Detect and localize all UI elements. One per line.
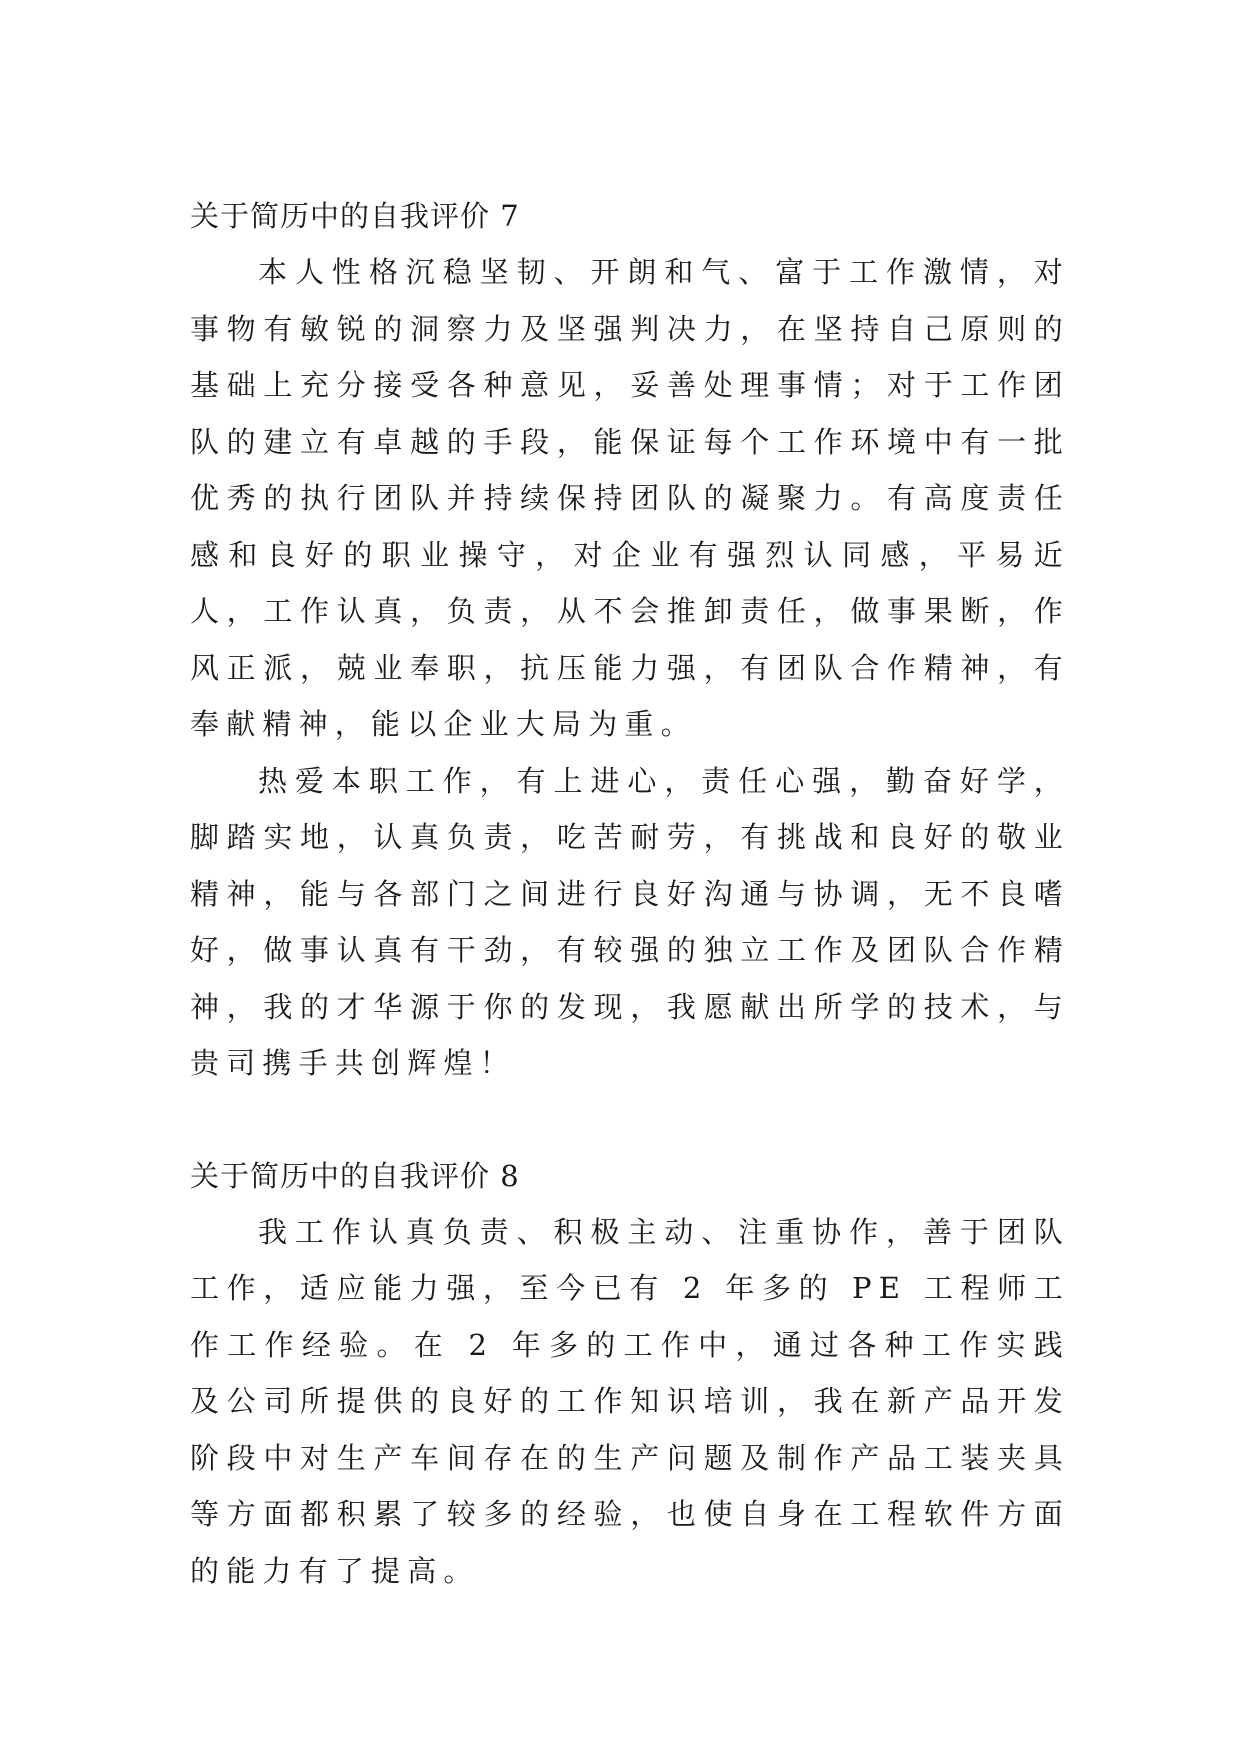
paragraph: 我工作认真负责、积极主动、注重协作，善于团队工作，适应能力强，至今已有 2 年多的 PE 工程师工作工作经验。在 2 年多的工作中，通过各种工作实践及公司所提供的良好的工作知识培训，我在新产品开发阶段中对生产车间存在的生产问题及制作产品工装夹具等方面都积累了较多的经验，也使自身在工程软件方面的能力有了提高。	[190, 1214, 1070, 1588]
paragraph: 本人性格沉稳坚韧、开朗和气、富于工作激情，对事物有敏锐的洞察力及坚强判决力，在坚持自己原则的基础上充分接受各种意见，妥善处理事情；对于工作团队的建立有卓越的手段，能保证每个工作环境中有一批优秀的执行团队并持续保持团队的凝聚力。有高度责任感和良好的职业操守，对企业有强烈认同感，平易近人，工作认真，负责，从不会推卸责任，做事果断，作风正派，兢业奉职，抗压能力强，有团队合作精神，有奉献精神，能以企业大局为重。	[190, 255, 1070, 741]
document-page	[190, 188, 1070, 1599]
paragraph: 热爱本职工作，有上进心，责任心强，勤奋好学，脚踏实地，认真负责，吃苦耐劳，有挑战和良好的敬业精神，能与各部门之间进行良好沟通与协调，无不良嗜好，做事认真有干劲，有较强的独立工作及团队合作精神，我的才华源于你的发现，我愿献出所学的技术，与贵司携手共创辉煌！	[190, 763, 1070, 1080]
section-spacer	[190, 1092, 1070, 1148]
section-title: 关于简历中的自我评价 7	[190, 199, 520, 233]
section-title: 关于简历中的自我评价 8	[190, 1158, 520, 1193]
